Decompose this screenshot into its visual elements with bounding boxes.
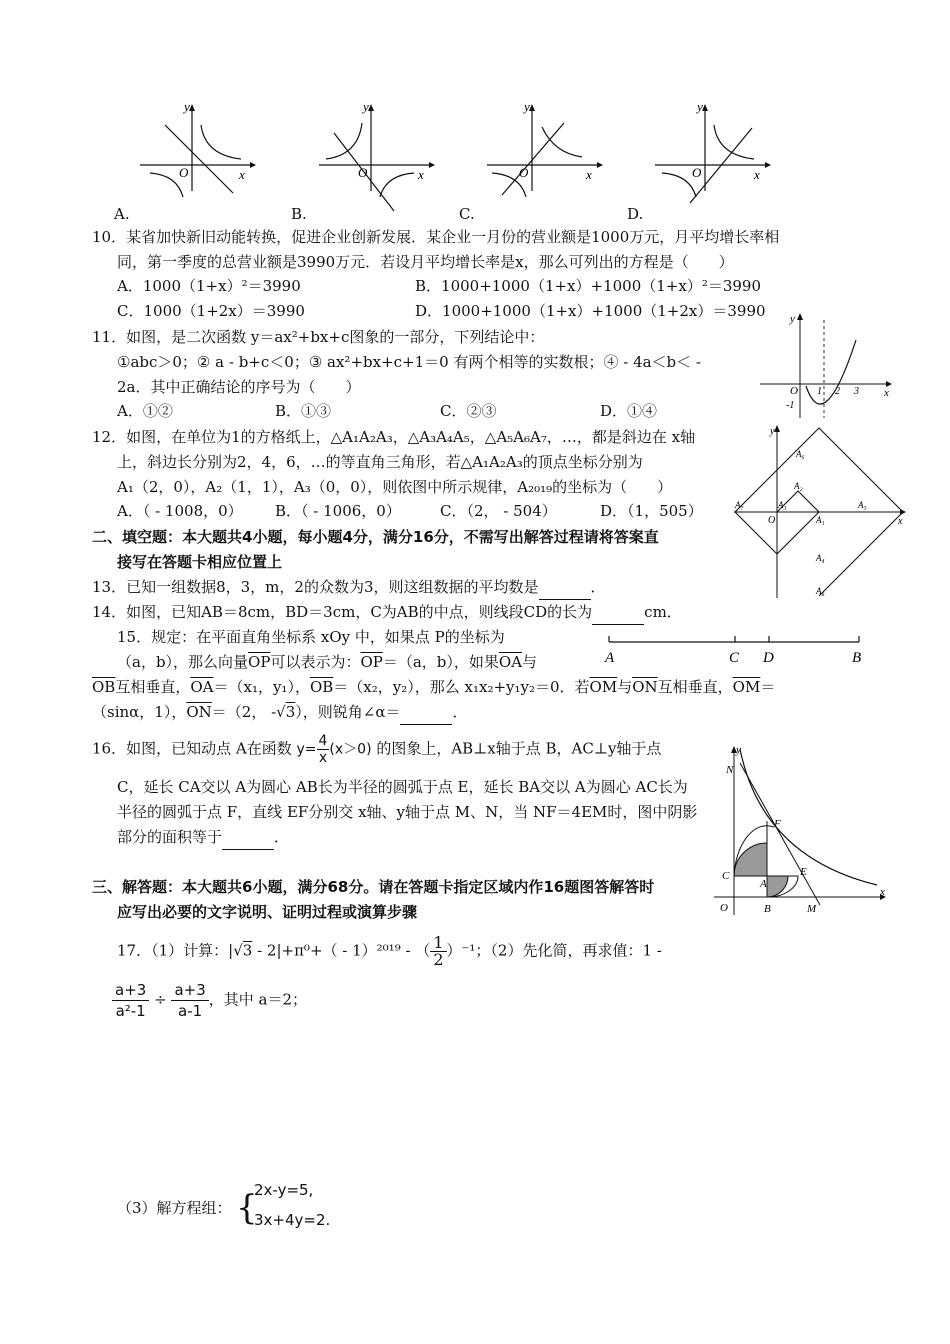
svg-text:y: y [363, 99, 369, 114]
svg-text:A₇: A₇ [735, 500, 744, 510]
q17-equation2: 3x+4y=2. [254, 1211, 331, 1229]
q9-graph-c [482, 99, 607, 193]
svg-text:x: x [884, 387, 889, 399]
q12-triangles-figure [730, 422, 910, 600]
q11-option-a: A．①② [117, 402, 173, 420]
svg-text:O: O [179, 165, 189, 180]
section2-heading-line2: 接写在答题卡相应位置上 [117, 553, 283, 571]
svg-text:O: O [768, 515, 776, 526]
section3-heading-line1: 三、解答题：本大题共6小题，满分68分。请在答题卡指定区域内作16题图答解答时 [92, 878, 655, 896]
q14-segment-figure [603, 630, 868, 666]
svg-text:1: 1 [817, 386, 822, 397]
q9-label-c: C. [459, 205, 475, 223]
q13-text: 13．已知一组数据8，3，m，2的众数为3，则这组数据的平均数是 ． [92, 575, 606, 600]
svg-text:O: O [519, 165, 529, 180]
svg-text:A: A [605, 650, 615, 666]
svg-text:3: 3 [854, 386, 859, 397]
q11-line1: 11．如图，是二次函数 y＝ax²+bx+c图象的一部分，下列结论中： [92, 328, 545, 346]
q16-line4: 部分的面积等于 ． [117, 825, 289, 850]
svg-text:A: A [760, 878, 767, 890]
section2-heading-line1: 二、填空题：本大题共4小题，每小题4分，满分16分，不需写出解答过程请将答案直 [92, 528, 659, 546]
svg-text:x: x [898, 516, 903, 527]
svg-text:M: M [807, 903, 817, 915]
q9-graph-d [650, 99, 775, 193]
q16-line3: 半径的圆弧于点 F，直线 EF分别交 x轴、y轴于点 M、N，当 NF＝4EM时，图中阴影 [117, 803, 698, 821]
q9-graph-a [135, 99, 260, 193]
q17-brace: { [236, 1188, 258, 1228]
q15-line3: $\overline{OB}$互相垂直，$\overline{OA}=(x_1$，y₁），$\overline{OB}=(x_2$，y₂），那么 x₁x₂+y₁y₂＝0．若$\overline{OM}$与$\overline{ON}$互相垂直，$\overline{OM}=$ [92, 678, 776, 696]
q9-label-d: D. [627, 205, 644, 223]
svg-text:A₆: A₆ [796, 449, 805, 459]
q16-line1: 16．如图，已知动点 A在函数 y= $\frac{4}{x}$ (x＞0) 的图象上，AB⊥x轴于点 B，AC⊥y轴于点 [92, 733, 662, 766]
svg-text:x: x [880, 886, 885, 898]
svg-text:y: y [736, 744, 741, 756]
q12-line2: 上，斜边长分别为2，4，6，…的等直角三角形，若△A₁A₂A₃的顶点坐标分别为 [117, 453, 643, 471]
svg-text:A₅: A₅ [858, 500, 867, 510]
svg-text:2: 2 [835, 386, 840, 397]
svg-text:A₂: A₂ [794, 481, 803, 491]
svg-text:O: O [720, 902, 728, 914]
svg-text:B: B [764, 903, 771, 915]
q10-line2: 同，第一季度的总营业额是3990万元．若设月平均增长率是x，那么可列出的方程是（ ） [117, 253, 734, 271]
q11-line3: 2a．其中正确结论的序号为（ ） [117, 378, 361, 396]
q12-option-b: B．（ - 1006，0） [275, 502, 401, 520]
svg-text:A₁: A₁ [816, 515, 825, 525]
q11-option-c: C．②③ [440, 402, 497, 420]
q10-option-c: C．1000（1+2x）＝3990 [117, 302, 305, 320]
q17-part1: 17．（1）计算：|√3 - 2|+π⁰+（ - 1）²⁰¹⁹ - （ $\frac{1}{2}$ ）⁻¹；（2）先化简，再求值：1 - [117, 933, 662, 969]
q12-option-d: D．（1，505） [600, 502, 703, 520]
q10-option-b: B．1000+1000（1+x）+1000（1+x）²＝3990 [415, 277, 762, 295]
svg-text:y: y [184, 99, 190, 114]
svg-text:O: O [692, 165, 702, 180]
svg-text:y: y [790, 313, 795, 325]
q11-parabola-figure [758, 310, 898, 422]
svg-text:y: y [524, 99, 530, 114]
svg-text:D: D [763, 650, 774, 666]
svg-text:x: x [586, 167, 592, 182]
svg-text:A₄: A₄ [816, 553, 825, 563]
svg-text:x: x [418, 167, 424, 182]
q11-line2: ①abc＞0；② a - b+c＜0；③ ax²+bx+c+1＝0 有两个相等的实数根；④ - 4a＜b＜ - [117, 353, 701, 371]
q15-line2: （a，b），那么向量$\overline{OP}$可以表示为：$\overline{OP}=(a$，b），如果$\overline{OA}$与 [117, 653, 538, 671]
svg-text:A₃: A₃ [778, 500, 787, 510]
svg-text:y: y [770, 426, 775, 437]
q10-line1: 10．某省加快新旧动能转换，促进企业创新发展．某企业一月份的营业额是1000万元，月平均增长率相 [92, 228, 780, 246]
svg-text:N: N [726, 764, 734, 776]
svg-text:y: y [697, 99, 703, 114]
q9-label-b: B. [291, 205, 307, 223]
q15-line4: （sinα，1），$\overline{ON}=(2$， -√3），则锐角∠α＝ ． [92, 700, 468, 725]
q12-option-a: A．（ - 1008，0） [117, 502, 243, 520]
q12-option-c: C．（2， - 504） [440, 502, 557, 520]
svg-text:C: C [729, 650, 740, 666]
q9-label-a: A. [114, 205, 130, 223]
svg-text:O: O [358, 165, 368, 180]
q15-line1: 15．规定：在平面直角坐标系 xOy 中，如果点 P的坐标为 [117, 628, 505, 646]
svg-text:C: C [722, 870, 730, 882]
svg-text:O: O [790, 385, 798, 397]
q17-part3-label: （3）解方程组： [117, 1199, 232, 1217]
svg-text:B: B [852, 650, 862, 666]
svg-text:-1: -1 [786, 400, 795, 411]
q16-line2: C，延长 CA交以 A为圆心 AB长为半径的圆弧于点 E，延长 BA交以 A为圆心 AC长为 [117, 778, 688, 796]
q14-text: 14．如图，已知AB＝8cm，BD＝3cm，C为AB的中点，则线段CD的长为 cm． [92, 600, 682, 625]
q11-option-d: D．①④ [600, 402, 658, 420]
q11-option-b: B．①③ [275, 402, 332, 420]
svg-text:x: x [239, 167, 245, 182]
svg-text:E: E [800, 866, 807, 878]
q17-part2: $\frac{a+3}{\text{a²-1}}$ ÷ $\frac{a+3}{a-1}$ ，其中 a＝2； [112, 980, 307, 1021]
q10-option-a: A．1000（1+x）²＝3990 [117, 277, 301, 295]
section3-heading-line2: 应写出必要的文字说明、证明过程或演算步骤 [117, 903, 418, 921]
q10-option-d: D．1000+1000（1+x）+1000（1+2x）＝3990 [415, 302, 766, 320]
q12-line1: 12．如图，在单位为1的方格纸上，△A₁A₂A₃，△A₃A₄A₅，△A₅A₆A₇，…，都是斜边在 x轴 [92, 428, 696, 446]
q9-graph-b [314, 99, 439, 193]
svg-text:A₈: A₈ [816, 586, 825, 596]
q17-equation1: 2x-y=5, [254, 1181, 314, 1199]
svg-text:x: x [754, 167, 760, 182]
q12-line3: A₁（2，0），A₂（1，1），A₃（0，0），则依图中所示规律，A₂₀₁₉的坐标为（ ） [117, 478, 673, 496]
q16-hyperbola-figure [712, 745, 892, 917]
svg-text:F: F [774, 818, 781, 830]
